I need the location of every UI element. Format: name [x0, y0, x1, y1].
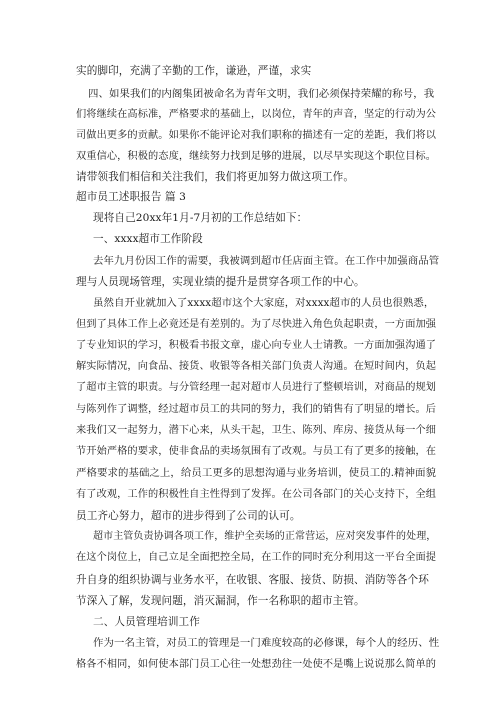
text-line: 四、如果我们的内阁集团被命名为青年文明，我们必须保持荣耀的称号，我 [88, 88, 435, 100]
text-line: 实的脚印，充满了辛勤的工作，谦逊，严谨，求实 [76, 65, 312, 77]
text-line: 升自身的组织协调与业务水平，在收银、客服、接货、防损、消防等各个环 [76, 574, 429, 586]
text-line: 与陈列作了调整，经过超市员工的共同的努力，我们的销售有了明显的增长。后 [76, 404, 437, 415]
text-line: 双重信心，积极的态度，继续努力找到足够的进展，以尽早实现这个职位目标。 [76, 151, 437, 162]
text-line: 严格要求的基础之上，给员工更多的思想沟通与业务培训，使员工的.精神面貌 [76, 467, 437, 479]
text-line: 虽然自开业就加入了xxxx超市这个大家庭，对xxxx超市的人员也很熟悉， [93, 297, 435, 309]
text-line: 们将继续在高标准，严格要求的基础上，以岗位，青年的声音，坚定的行动为公 [76, 109, 437, 120]
text-line: 了超市主管的职责。与分管经理一起对超市人员进行了整顿培训，对商品的规划 [76, 382, 437, 393]
text-line: 作为一名主管，对员工的管理是一门难度较高的必修课，每个人的经历、性 [93, 637, 440, 649]
text-line: 请带领我们相信和关注我们，我们将更加努力做这项工作。 [76, 171, 355, 183]
text-line: 解实际情况，向食品、接货、收银等各相关部门负责人沟通。在短时间内，负起 [76, 361, 437, 372]
text-line: 超市主管负责协调各项工作，维护全卖场的正常营运，应对突发事件的处理， [93, 531, 437, 542]
text-line: 司做出更多的贡献。如果你不能评论对我们职称的描述有一定的差距，我们将以 [76, 130, 437, 141]
text-line: 来我们又一起努力，潜下心来，从头干起，卫生、陈列、库房、接货从每一个细 [76, 425, 437, 436]
text-line: 去年九月份因工作的需要，我被调到超市任店面主管。在工作中加强商品管 [93, 255, 440, 267]
subsection-heading: 二、人员管理培训工作 [93, 616, 200, 628]
text-line: 有了改观，工作的积极性自主性得到了发挥。在公司各部门的关心支持下，全组 [76, 489, 437, 500]
text-line: 员工齐心努力，超市的进步得到了公司的认可。 [76, 510, 301, 522]
subsection-heading: 一、xxxx超市工作阶段 [93, 233, 203, 245]
section-heading: 超市员工述职报告 篇 3 [76, 191, 187, 203]
text-line: 节深入了解，发现问题，消灭漏洞，作一名称职的超市主管。 [76, 595, 365, 607]
text-line: 了专业知识的学习，积极看书报文章，虚心向专业人士请教。一方面加强沟通了 [76, 340, 437, 351]
text-line: 节开始严格的要求，使非食品的卖场氛围有了改观。与员工有了更多的接触，在 [76, 446, 437, 457]
text-line: 理与人员现场管理，实现业绩的提升是贯穿各项工作的中心。 [76, 276, 365, 288]
text-line: 格各不相同，如何使本部门员工心往一处想劲往一处使不是嘴上说说那么简单的 [76, 659, 437, 670]
text-line: 但到了具体工作上必竟还是有差别的。为了尽快进入角色负起职责，一方面加强 [76, 319, 437, 330]
text-line: 现将自己20xx年1月-7月初的工作总结如下： [93, 212, 308, 224]
text-line: 在这个岗位上，自己立足全面把控全局，在工作的同时充分利用这一平台全面提 [76, 552, 437, 563]
